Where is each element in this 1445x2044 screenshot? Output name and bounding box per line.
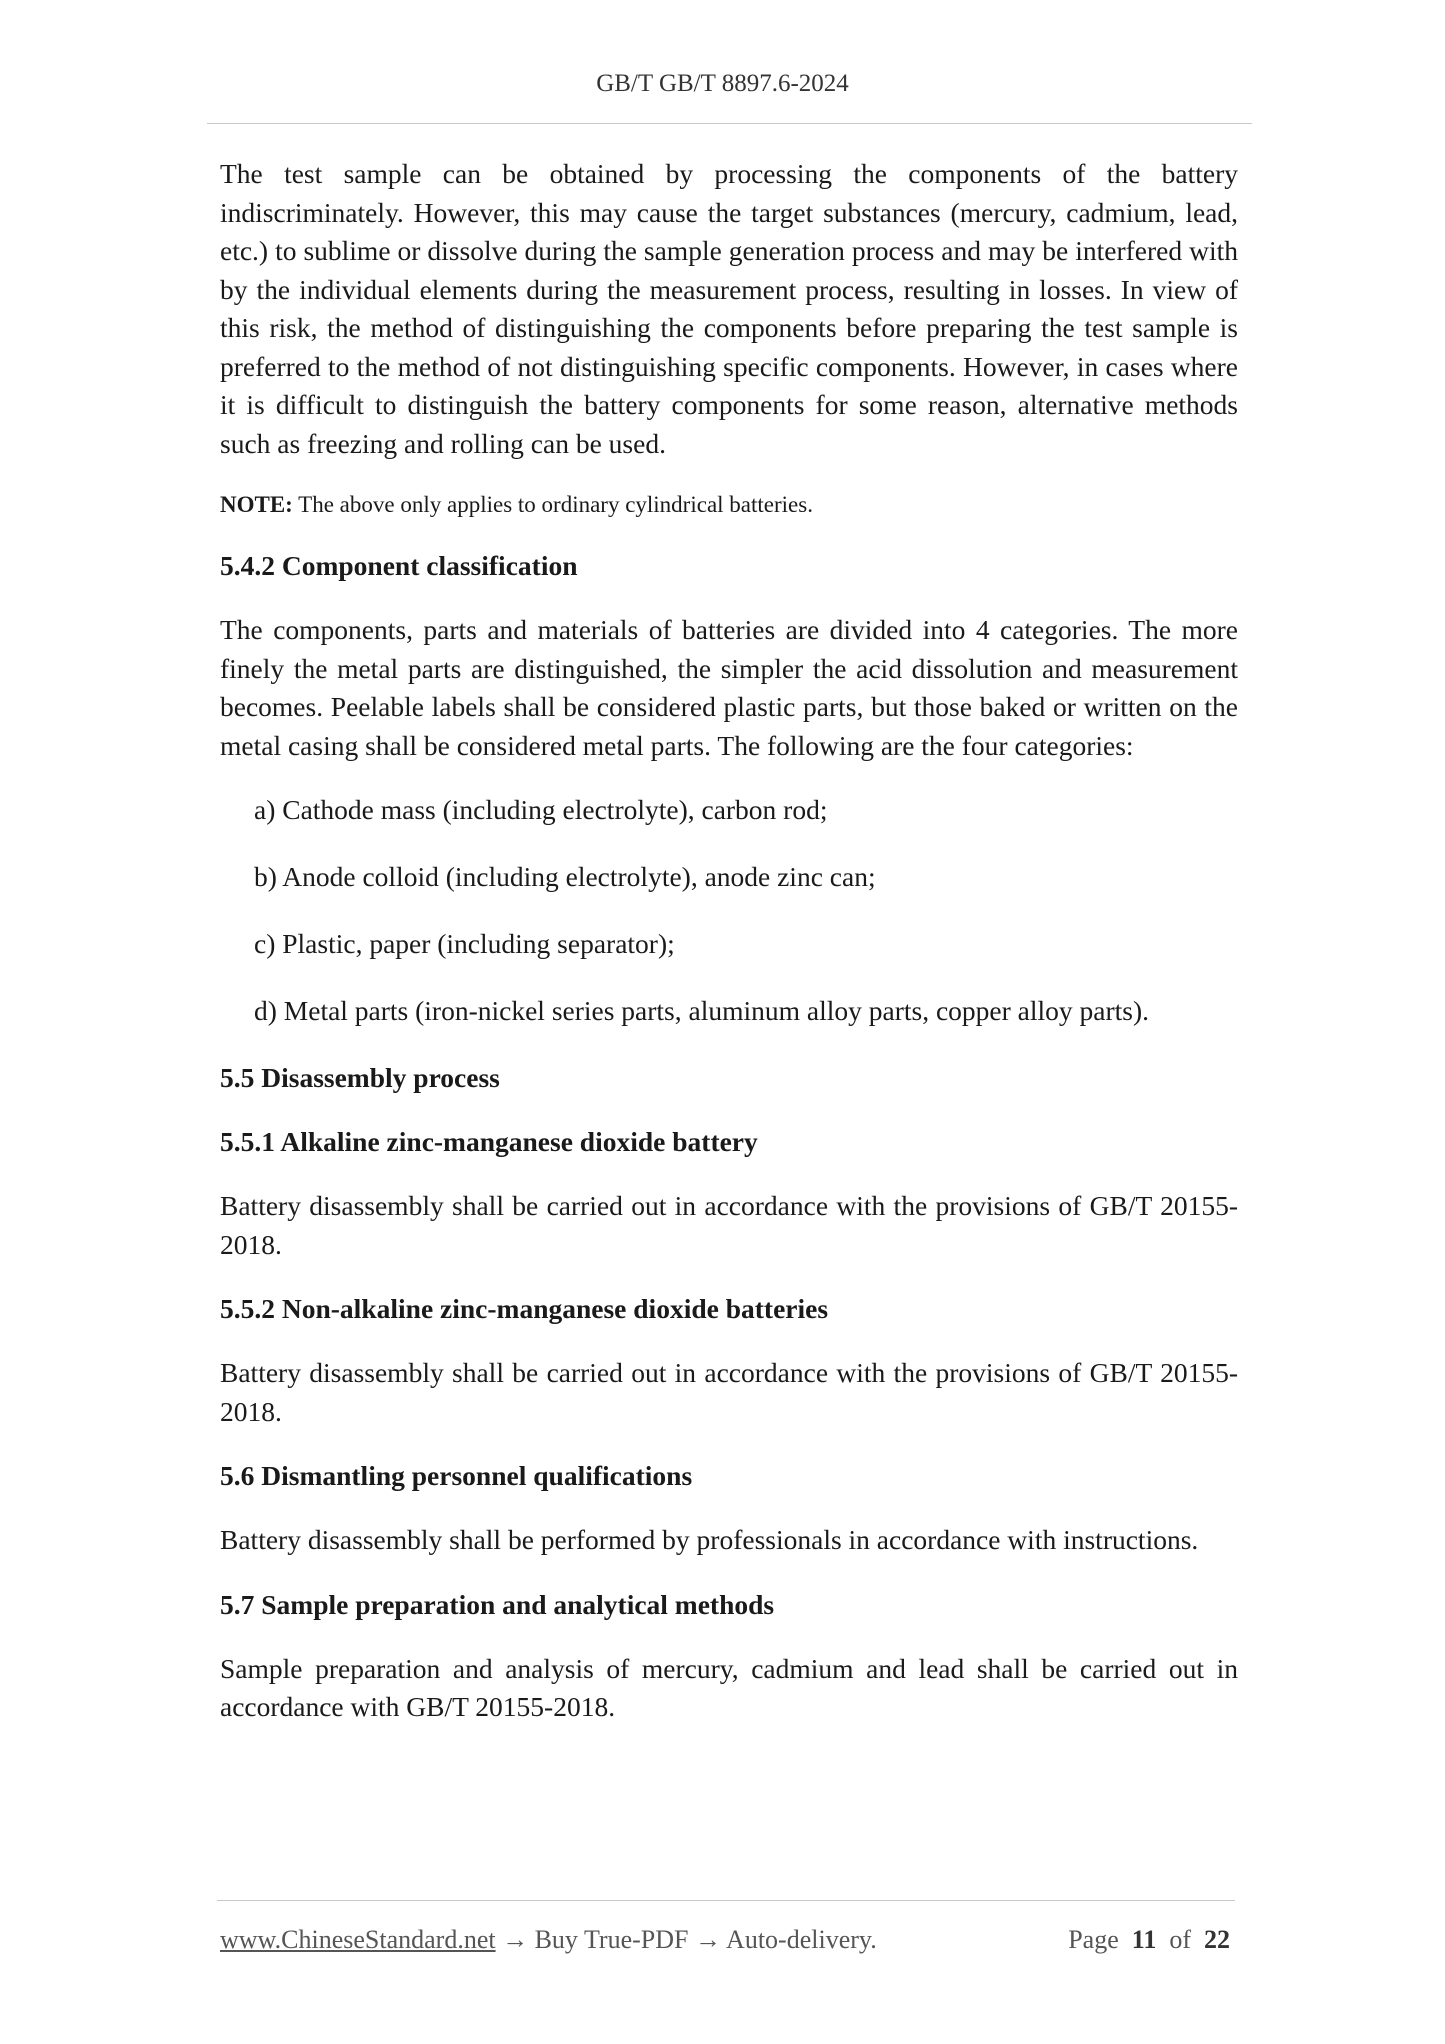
intro-paragraph: The test sample can be obtained by processing the components of the battery indiscriminately. However, this may cause the target substances (mercury, cadmium, lead, etc.) to sublime or dissolve during the sample generation process and may be interfered with by the individual elements during the measurement process, resulting in losses. In view of this risk, the method of distinguishing the components before preparing the test sample is preferred to the method of not distinguishing specific components. However, in cases where it is difficult to distinguish the battery components for some reason, alternative methods such as freezing and rolling can be used. [220,158,1238,459]
page-indicator [1068,1925,1230,1955]
section-5-7-heading: 5.7 Sample preparation and analytical methods [220,1588,775,1620]
of-word: of [1169,1925,1191,1954]
page-word: Page [1068,1925,1119,1954]
note-text: The above only applies to ordinary cylindrical batteries. [292,492,813,517]
section-5-7-paragraph: Sample preparation and analysis of mercury, cadmium and lead shall be carried out in accordance with GB/T 20155-2018. [220,1652,1238,1722]
section-5-6-heading: 5.6 Dismantling personnel qualifications [220,1460,693,1491]
document-header-title: GB/T GB/T 8897.6-2024 [596,70,849,97]
footer-promo-text: → Buy True-PDF → Auto-delivery. [495,1925,877,1954]
category-item: b) Anode colloid (including electrolyte), anode zinc can; [254,861,876,892]
section-5-5-1-paragraph: Battery disassembly shall be carried out in accordance with the provisions of GB/T 20155-2018. [220,1190,1238,1260]
note [220,489,1238,521]
section-5-6-paragraph: Battery disassembly shall be performed by professionals in accordance with instructions. [220,1524,1199,1555]
website-link[interactable]: www.ChineseStandard.net [220,1925,496,1954]
footer-divider [217,1900,1235,1901]
section-5-4-2-heading: 5.4.2 Component classification [220,550,578,581]
total-pages-number: 22 [1204,1925,1230,1954]
section-5-5-heading: 5.5 Disassembly process [220,1062,500,1093]
section-5-4-2-paragraph: The components, parts and materials of batteries are divided into 4 categories. The more finely the metal parts are distinguished, the simpler the acid dissolution and measurement becomes. Peelable labels shall be considered plastic parts, but those baked or written on the metal casing shall be considered metal parts. The following are the four categories: [220,614,1238,761]
header-divider [207,123,1252,124]
footer-promo [220,1925,877,1955]
section-5-5-2-paragraph: Battery disassembly shall be carried out in accordance with the provisions of GB/T 20155-2018. [220,1357,1238,1427]
category-item: a) Cathode mass (including electrolyte), carbon rod; [254,794,828,825]
category-item: d) Metal parts (iron-nickel series parts, aluminum alloy parts, copper alloy parts). [254,995,1150,1026]
page-body [220,155,1238,1753]
category-item: c) Plastic, paper (including separator); [254,928,675,959]
page-footer [220,1925,1230,1955]
section-5-5-2-heading: 5.5.2 Non-alkaline zinc-manganese dioxide batteries [220,1293,829,1324]
note-label: NOTE: [220,492,293,517]
section-5-5-1-heading: 5.5.1 Alkaline zinc-manganese dioxide battery [220,1126,758,1157]
current-page-number: 11 [1131,1925,1157,1954]
